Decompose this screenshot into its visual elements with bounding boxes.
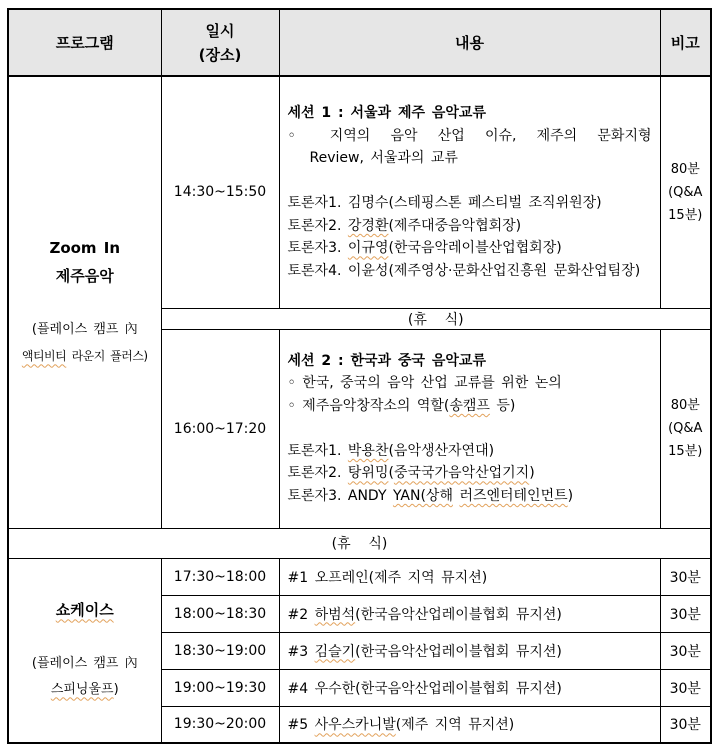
showcase-note-1: 30분	[660, 558, 711, 595]
session2-content: 세션 2 : 한국과 중국 음악교류 ◦ 한국, 중국의 음악 산업 교류를 위한 논의 ◦ 제주음악창작소의 역할(송캠프 등) 토론자1. 박용찬(음악생산자연대) 토론자2. 탕위밍(중국국가음악산업기지) 토론자3. ANDY YAN(상해 러즈엔터테인먼트)	[279, 329, 660, 528]
showcase-content-4: #4 우수한(한국음악산업레이블협회 뮤지션)	[279, 669, 660, 706]
header-content-label: 내용	[455, 33, 484, 52]
break-row-2	[8, 528, 711, 558]
showcase-content-1: #1 오프레인(제주 지역 뮤지션)	[279, 558, 660, 595]
showcase-note-4: 30분	[660, 669, 711, 706]
showcase-content-2: #2 하범석(한국음악산업레이블협회 뮤지션)	[279, 595, 660, 632]
program-schedule-table	[7, 8, 712, 744]
showcase-content-3: #3 김슬기(한국음악산업레이블협회 뮤지션)	[279, 632, 660, 669]
header-datetime-line1: 일시	[205, 21, 235, 40]
header-datetime-line2: (장소)	[198, 45, 242, 64]
program-cell-showcase: 쇼케이스 (플레이스 캠프 內 스피닝울프)	[8, 558, 161, 743]
header-program	[8, 9, 161, 76]
showcase-note-3: 30분	[660, 632, 711, 669]
showcase-time-1: 17:30~18:00	[161, 558, 279, 595]
showcase-note-2: 30분	[660, 595, 711, 632]
header-content	[279, 9, 660, 76]
session1-row	[8, 76, 711, 308]
program-cell-zoom-in: Zoom In 제주음악 (플레이스 캠프 內 액티비티 라운지 플러스)	[8, 76, 161, 528]
header-note-label: 비고	[670, 33, 700, 52]
session2-note: 80분 (Q&A 15분)	[660, 329, 711, 528]
session1-note: 80분 (Q&A 15분)	[660, 76, 711, 308]
showcase-row-1	[8, 558, 711, 595]
header-row	[8, 9, 711, 76]
showcase-content-5: #5 사우스카니발(제주 지역 뮤지션)	[279, 706, 660, 743]
showcase-time-5: 19:30~20:00	[161, 706, 279, 743]
showcase-time-3: 18:30~19:00	[161, 632, 279, 669]
session2-time: 16:00~17:20	[161, 329, 279, 528]
session1-time: 14:30~15:50	[161, 76, 279, 308]
showcase-note-5: 30분	[660, 706, 711, 743]
showcase-time-4: 19:00~19:30	[161, 669, 279, 706]
break-label-2: (휴 식)	[8, 528, 711, 558]
session1-content: 세션 1 : 서울과 제주 음악교류 ◦ 지역의 음악 산업 이슈, 제주의 문화지형 Review, 서울과의 교류 토론자1. 김명수(스테핑스톤 페스티벌 조직위원장) 토론자2. 강경환(제주대중음악협회장) 토론자3. 이규영(한국음악레이블산업협회장) 토론자4. 이윤성(제주영상·문화산업진흥원 문화산업팀장)	[279, 76, 660, 308]
break-label-1: (휴 식)	[161, 308, 711, 329]
header-datetime	[161, 9, 279, 76]
header-program-label: 프로그램	[55, 33, 114, 52]
header-note	[660, 9, 711, 76]
showcase-time-2: 18:00~18:30	[161, 595, 279, 632]
